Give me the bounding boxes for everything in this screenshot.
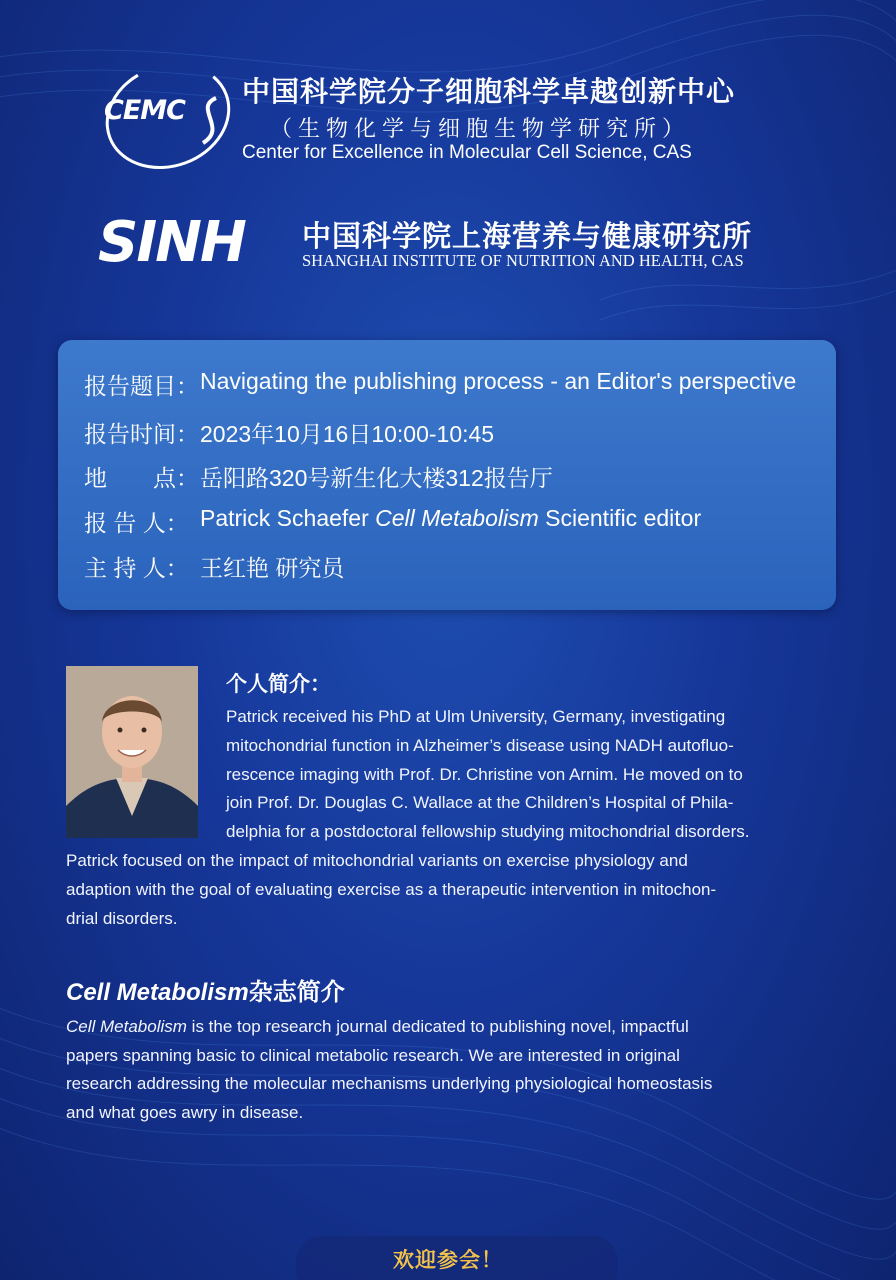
info-row-place: [84, 460, 553, 493]
cemc-logo-text: CEMC: [104, 95, 185, 126]
journal-heading: [66, 972, 345, 1007]
bio-line: drial disorders.: [66, 909, 178, 928]
sinh-logo: SINH: [98, 210, 245, 275]
lecture-info-box: [58, 340, 836, 610]
cemc-name-cn: 中国科学院分子细胞科学卓越创新中心: [242, 76, 736, 107]
cemc-name-en: Center for Excellence in Molecular Cell Science, CAS: [242, 142, 692, 163]
journal-line: [66, 1017, 689, 1037]
info-row-speaker: [84, 505, 701, 538]
time-value: 2023年10月16日10:00-10:45: [200, 421, 495, 447]
info-row-title: [84, 368, 796, 401]
bio-line: Patrick focused on the impact of mitochondrial variants on exercise physiology and: [66, 851, 688, 870]
welcome-text: 欢迎参会！: [393, 1249, 503, 1272]
place-value: 岳阳路320号新生化大楼312报告厅: [200, 465, 553, 491]
info-row-host: [84, 550, 344, 583]
journal-line-text: is the top research journal dedicated to publishing novel, impactful: [186, 1017, 689, 1036]
host-value: 王红艳 研究员: [200, 555, 345, 581]
time-label: 报告时间：: [84, 421, 199, 447]
speaker-role: Scientific editor: [538, 505, 702, 531]
bio-line: adaption with the goal of evaluating exercise as a therapeutic intervention in mitochon-: [66, 880, 717, 899]
speaker-label: 报 告 人：: [84, 510, 189, 536]
journal-line: research addressing the molecular mechanisms underlying physiological homeostasis: [66, 1074, 713, 1093]
speaker-photo: [66, 666, 198, 838]
journal-line: and what goes awry in disease.: [66, 1103, 304, 1122]
bio-line: join Prof. Dr. Douglas C. Wallace at the Children’s Hospital of Phila-: [226, 793, 734, 812]
journal-heading-suffix: 杂志简介: [248, 979, 345, 1006]
sinh-name-cn: 中国科学院上海营养与健康研究所: [302, 221, 753, 253]
journal-line-title: Cell Metabolism: [66, 1017, 187, 1036]
bio-heading: 个人简介：: [226, 673, 331, 696]
speaker-name: Patrick Schaefer: [200, 505, 376, 531]
speaker-journal: Cell Metabolism: [375, 505, 539, 531]
bio-line: mitochondrial function in Alzheimer’s disease using NADH autofluo-: [226, 736, 734, 755]
bio-line: Patrick received his PhD at Ulm University, Germany, investigating: [226, 707, 726, 726]
bio-line: delphia for a postdoctoral fellowship studying mitochondrial disorders.: [226, 822, 750, 841]
speaker-value: [200, 505, 701, 538]
host-label: 主 持 人：: [84, 555, 189, 581]
place-label: 地 点：: [84, 465, 199, 491]
cemc-name-cn-sub: （生物化学与细胞生物学研究所）: [270, 116, 691, 141]
sinh-name-en: SHANGHAI INSTITUTE OF NUTRITION AND HEALTH, CAS: [302, 251, 744, 270]
journal-heading-title: Cell Metabolism: [66, 979, 249, 1006]
info-row-time: [84, 416, 494, 449]
title-value: Navigating the publishing process - an Editor's perspective: [200, 368, 797, 394]
journal-line: papers spanning basic to clinical metabolic research. We are interested in original: [66, 1046, 680, 1065]
bio-line: rescence imaging with Prof. Dr. Christine von Arnim. He moved on to: [226, 765, 743, 784]
speaker-portrait-icon: [66, 666, 198, 838]
title-label: 报告题目：: [84, 373, 199, 399]
